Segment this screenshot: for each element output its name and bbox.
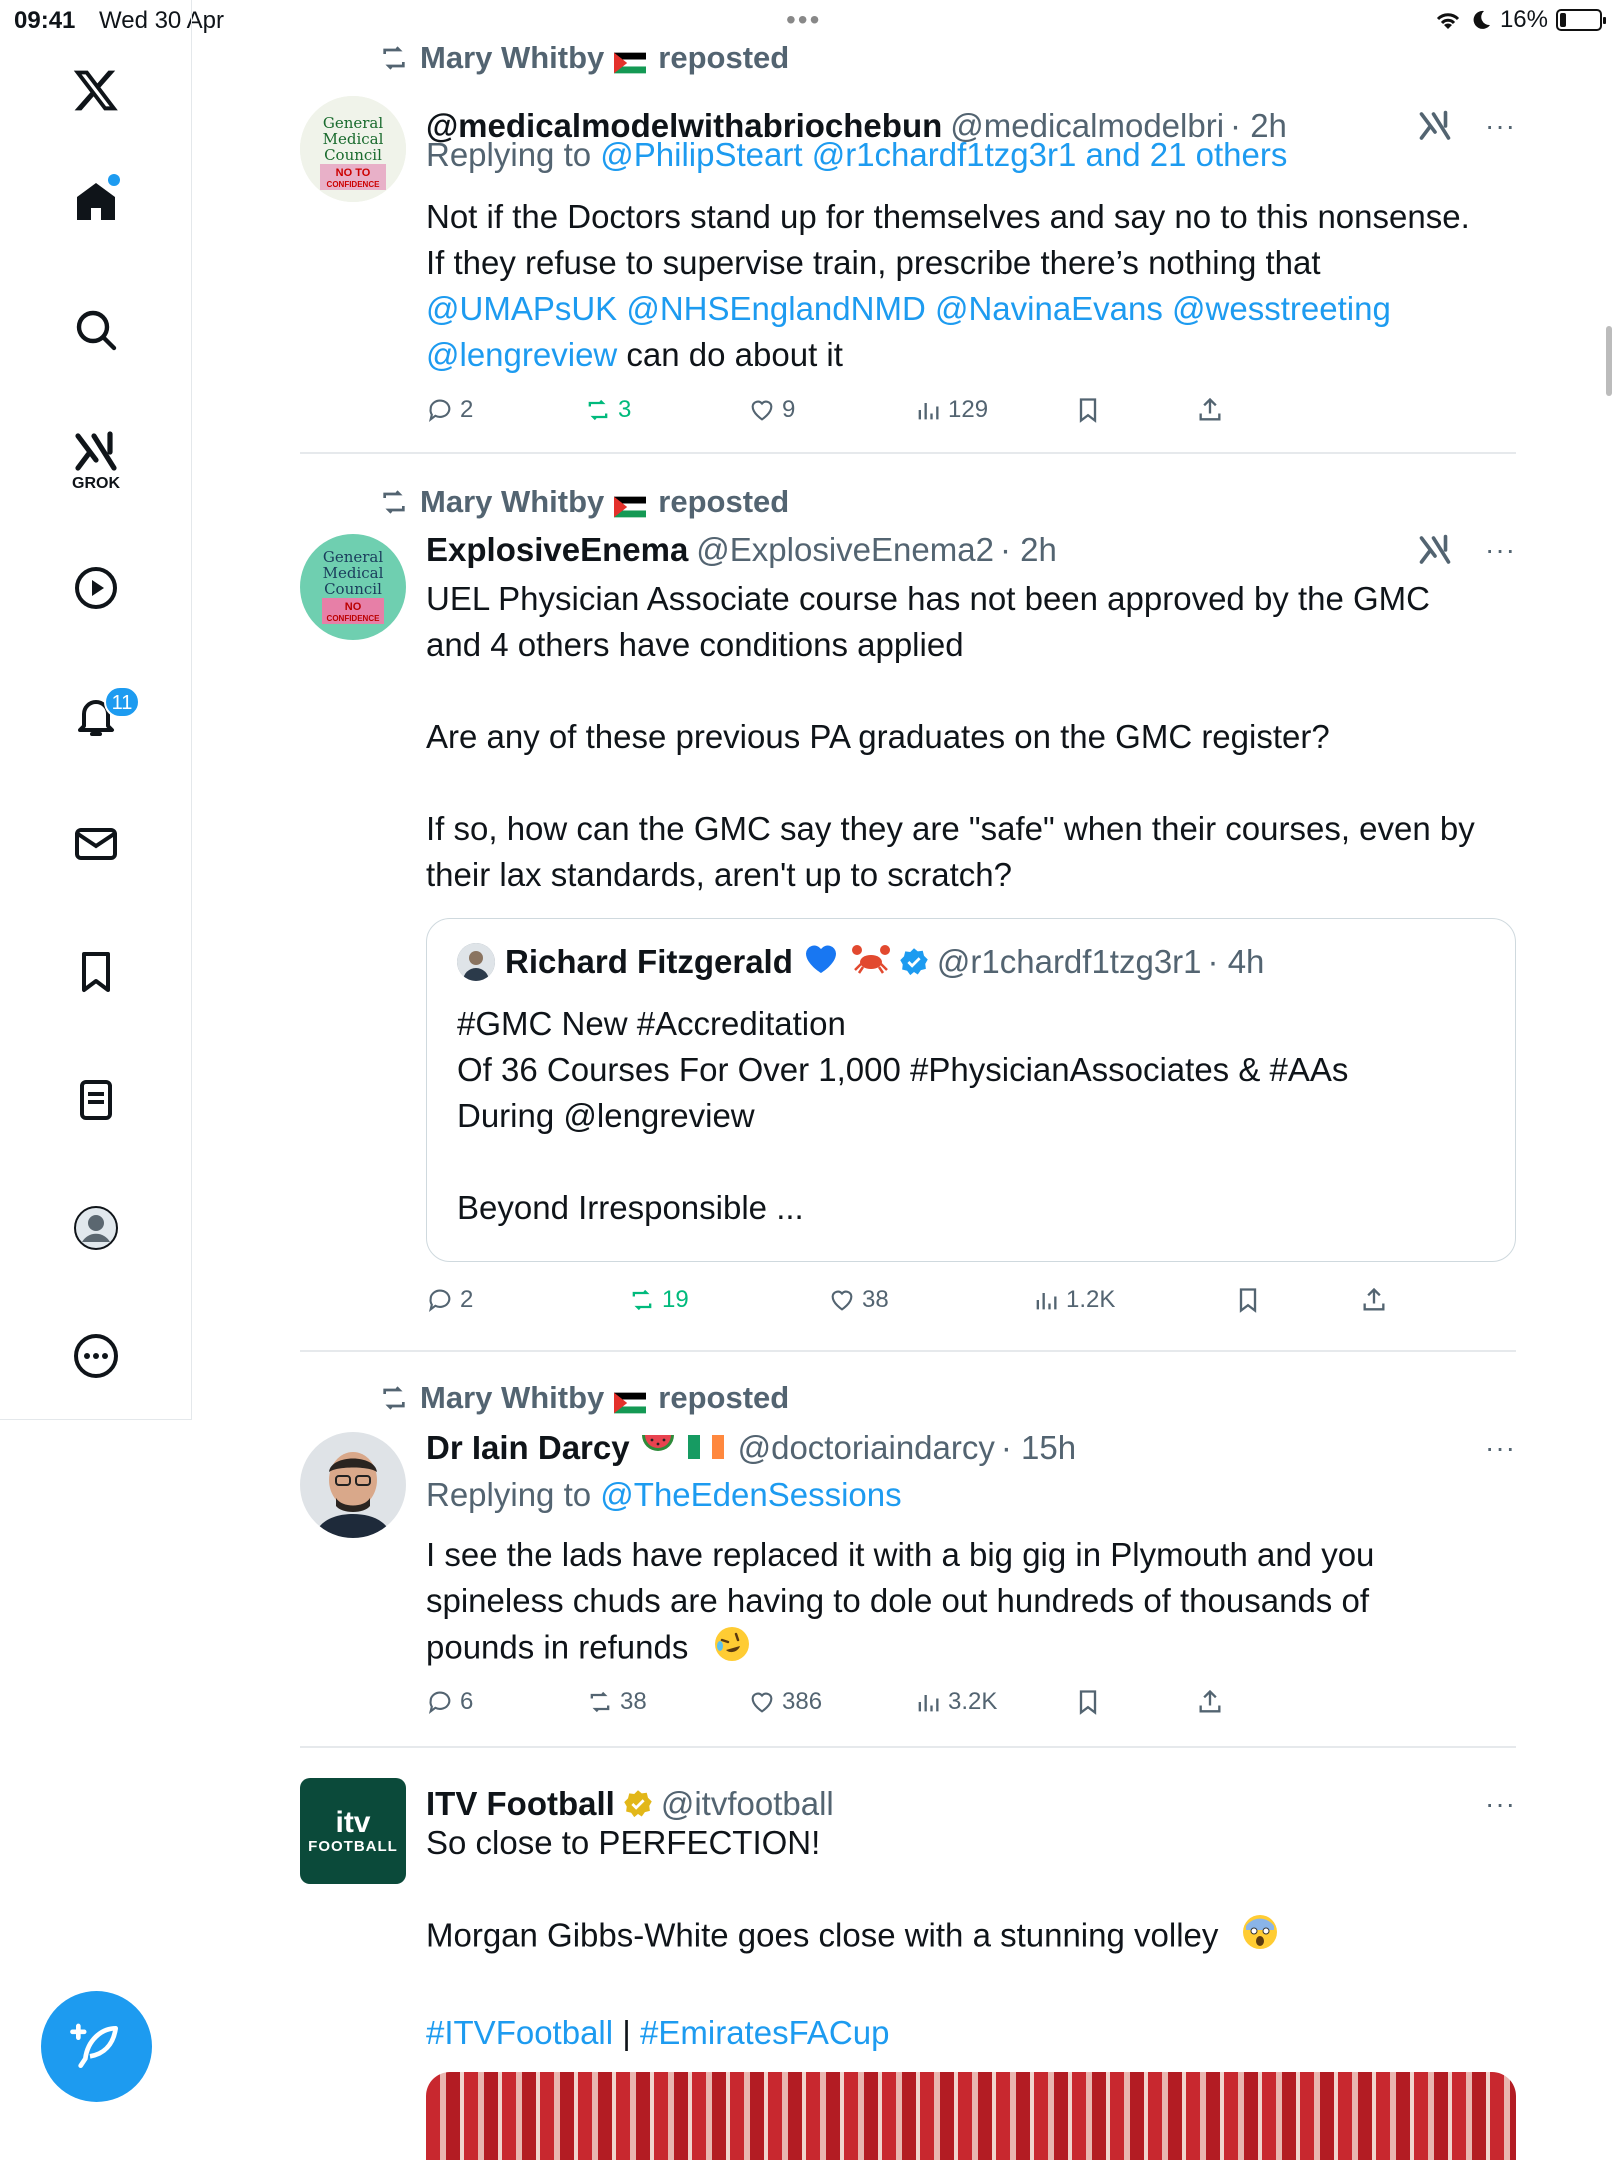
quote-line xyxy=(457,1139,1348,1185)
post-3[interactable] xyxy=(300,1380,1516,1720)
views-chart-icon xyxy=(914,1688,942,1716)
reply-button[interactable] xyxy=(426,1286,473,1314)
battery-icon xyxy=(1556,9,1602,31)
more-icon[interactable]: ··· xyxy=(1485,534,1516,565)
mention-links[interactable]: @UMAPsUK @NHSEnglandNMD @NavinaEvans @wesstreeting xyxy=(426,290,1391,327)
like-count: 386 xyxy=(782,1688,823,1715)
watermelon-icon xyxy=(640,1429,676,1467)
avatar-text-5: CONFIDENCE xyxy=(326,614,380,623)
repost-button[interactable] xyxy=(628,1286,689,1314)
header-actions xyxy=(1417,108,1516,144)
author-name[interactable]: Dr Iain Darcy xyxy=(426,1429,630,1466)
post-1[interactable] xyxy=(300,40,1516,440)
replying-to xyxy=(426,136,1287,174)
body-spacer xyxy=(426,1866,1516,1912)
like-button[interactable] xyxy=(748,396,795,424)
repost-indicator xyxy=(378,484,789,520)
reply-button[interactable] xyxy=(426,396,473,424)
status-bar xyxy=(0,0,1620,40)
post-header xyxy=(426,1428,1516,1468)
wifi-icon xyxy=(1434,9,1462,31)
avatar[interactable] xyxy=(300,96,406,202)
reply-count: 2 xyxy=(460,396,474,423)
screaming-emoji-icon xyxy=(1240,1912,1280,1964)
like-count: 9 xyxy=(782,396,796,423)
profile-avatar-icon[interactable] xyxy=(64,1196,128,1260)
body-line: Are any of these previous PA graduates on the GMC register? xyxy=(426,718,1330,755)
heart-icon xyxy=(748,1688,776,1716)
battery-percent: 16% xyxy=(1499,6,1548,33)
quote-author-handle[interactable]: @r1chardf1tzg3r1 xyxy=(936,943,1202,980)
avatar-text-4: NO TO xyxy=(335,167,371,179)
repost-count: 3 xyxy=(618,396,632,423)
repost-author[interactable]: Mary Whitby xyxy=(420,484,605,519)
author-name[interactable]: ITV Football xyxy=(426,1785,615,1822)
repost-author[interactable]: Mary Whitby xyxy=(420,1380,605,1415)
repost-label: reposted xyxy=(658,484,790,519)
avatar-text-3: Council xyxy=(324,146,382,164)
ireland-flag-icon xyxy=(688,1429,724,1467)
bookmark-button[interactable] xyxy=(1074,1688,1102,1716)
bookmark-icon xyxy=(1074,1688,1102,1716)
share-button[interactable] xyxy=(1196,1688,1224,1716)
post-time[interactable]: · 15h xyxy=(1000,1429,1077,1466)
quote-author-name[interactable]: Richard Fitzgerald xyxy=(505,943,793,980)
view-count: 3.2K xyxy=(948,1688,998,1715)
body-line: UEL Physician Associate course has not been approved by the GMC xyxy=(426,580,1431,617)
moon-icon xyxy=(1470,9,1492,31)
compose-post-button[interactable] xyxy=(41,1991,152,2102)
body-line xyxy=(426,1624,1516,1676)
hashtag-link[interactable]: #EmiratesFACup xyxy=(640,2014,890,2051)
quote-line: #GMC New #Accreditation xyxy=(457,1005,846,1042)
messages-envelope-icon[interactable] xyxy=(64,812,128,876)
avatar[interactable] xyxy=(300,1778,406,1884)
quote-time: · 4h xyxy=(1207,943,1265,980)
post-body xyxy=(426,1532,1516,1676)
reply-button[interactable] xyxy=(426,1688,473,1716)
quote-line: Beyond Irresponsible ... xyxy=(457,1189,804,1226)
share-button[interactable] xyxy=(1360,1286,1388,1314)
bookmark-button[interactable] xyxy=(1074,396,1102,424)
avatar[interactable] xyxy=(300,1432,406,1538)
hashtag-separator: | xyxy=(613,2014,641,2051)
status-right xyxy=(1434,6,1602,34)
body-line: So close to PERFECTION! xyxy=(426,1824,821,1861)
bookmarks-icon[interactable] xyxy=(64,940,128,1004)
repost-indicator xyxy=(378,1380,789,1416)
post-2[interactable] xyxy=(300,484,1516,1344)
author-name[interactable]: ExplosiveEnema xyxy=(426,531,689,568)
author-handle[interactable]: @ExplosiveEnema2 xyxy=(696,531,994,568)
grok-icon[interactable] xyxy=(1417,108,1453,144)
post-divider xyxy=(300,1746,1516,1748)
post-media-video[interactable] xyxy=(426,2072,1516,2160)
reply-count: 6 xyxy=(460,1688,474,1715)
like-button[interactable] xyxy=(828,1286,889,1314)
reply-icon xyxy=(426,396,454,424)
views-chart-icon xyxy=(1032,1286,1060,1314)
replying-prefix: Replying to xyxy=(426,1476,592,1513)
quoted-post[interactable] xyxy=(426,918,1516,1262)
post-actions xyxy=(426,1688,1516,1722)
post-header xyxy=(426,530,1516,570)
search-icon[interactable] xyxy=(64,298,128,362)
more-icon[interactable]: ··· xyxy=(1485,110,1516,141)
itv-logo-subtext: FOOTBALL xyxy=(308,1837,398,1855)
author-name[interactable]: @medicalmodelwithabriochebun xyxy=(426,107,943,144)
author-handle[interactable]: @itvfootball xyxy=(660,1785,834,1822)
repost-icon xyxy=(378,42,410,74)
share-button[interactable] xyxy=(1196,396,1224,424)
like-button[interactable] xyxy=(748,1688,822,1716)
hashtags-line xyxy=(426,2010,1516,2056)
palestine-flag-icon xyxy=(614,491,648,513)
body-line xyxy=(426,1912,1516,1964)
x-logo-icon[interactable] xyxy=(64,58,128,122)
notification-count-badge: 11 xyxy=(104,686,140,718)
hashtag-link[interactable]: #ITVFootball xyxy=(426,2014,614,2051)
quote-body xyxy=(457,1001,1348,1231)
replying-to-links[interactable]: @PhilipSteart @r1chardf1tzg3r1 and 21 others xyxy=(600,136,1288,173)
body-text: can do about it xyxy=(617,336,843,373)
body-text: pounds in refunds xyxy=(426,1628,689,1666)
lists-icon[interactable] xyxy=(64,1068,128,1132)
multitasking-dots-icon[interactable]: ••• xyxy=(786,4,822,35)
avatar-text-3: Council xyxy=(324,580,382,598)
grok-icon[interactable] xyxy=(1417,532,1453,568)
body-line xyxy=(426,332,1516,378)
rofl-emoji-icon xyxy=(712,1624,752,1676)
share-icon xyxy=(1196,1688,1224,1716)
avatar-text-2: Medical xyxy=(322,130,384,148)
bookmark-button[interactable] xyxy=(1234,1286,1262,1314)
body-line: I see the lads have replaced it with a big gig in Plymouth and you xyxy=(426,1536,1375,1573)
palestine-flag-icon xyxy=(614,47,648,69)
heart-icon xyxy=(748,396,776,424)
post-time[interactable]: · 2h xyxy=(1230,107,1287,144)
body-line: their lax standards, aren't up to scratch? xyxy=(426,856,1012,893)
video-icon[interactable] xyxy=(64,556,128,620)
blue-heart-icon xyxy=(803,941,839,983)
body-line: If so, how can the GMC say they are "safe" when their courses, even by xyxy=(426,810,1475,847)
views-button[interactable] xyxy=(914,396,988,424)
header-actions xyxy=(1417,532,1516,568)
avatar-text-1: General xyxy=(322,548,384,566)
replying-to-link[interactable]: @TheEdenSessions xyxy=(600,1476,902,1513)
more-icon[interactable]: ··· xyxy=(1485,1788,1516,1819)
sidebar xyxy=(0,0,192,1420)
more-options-icon[interactable] xyxy=(64,1324,128,1388)
verified-badge-icon xyxy=(899,947,929,977)
header-actions xyxy=(1485,1432,1516,1464)
author-handle[interactable]: @medicalmodelbri xyxy=(950,107,1225,144)
mention-link[interactable]: @lengreview xyxy=(426,336,618,373)
status-time: 09:41 xyxy=(14,7,76,34)
avatar-text-4: NO xyxy=(344,601,362,613)
like-count: 38 xyxy=(862,1286,889,1313)
body-line xyxy=(426,668,1516,714)
reply-icon xyxy=(426,1286,454,1314)
replying-to xyxy=(426,1476,902,1514)
quote-avatar[interactable] xyxy=(457,943,495,981)
replying-prefix: Replying to xyxy=(426,136,592,173)
scrollbar-thumb[interactable] xyxy=(1606,326,1612,396)
more-icon[interactable]: ··· xyxy=(1485,1432,1516,1463)
post-body xyxy=(426,576,1516,898)
compose-feather-icon xyxy=(69,2019,125,2075)
post-actions xyxy=(426,1286,1516,1320)
quote-line: During @lengreview xyxy=(457,1097,755,1134)
views-button[interactable] xyxy=(914,1688,997,1716)
repost-label: reposted xyxy=(658,40,790,75)
home-unread-dot xyxy=(108,174,120,186)
repost-button[interactable] xyxy=(584,396,631,424)
post-header xyxy=(426,1784,1516,1824)
body-text: Morgan Gibbs-White goes close with a stunning volley xyxy=(426,1916,1219,1954)
avatar-text-5: CONFIDENCE xyxy=(326,180,380,189)
palestine-flag-icon xyxy=(614,1387,648,1409)
header-actions xyxy=(1485,1788,1516,1820)
repost-icon xyxy=(378,1382,410,1414)
post-body xyxy=(426,1820,1516,2056)
reply-count: 2 xyxy=(460,1286,474,1313)
post-actions xyxy=(426,396,1516,430)
share-icon xyxy=(1360,1286,1388,1314)
body-line: Not if the Doctors stand up for themselves and say no to this nonsense. xyxy=(426,198,1470,235)
views-button[interactable] xyxy=(1032,1286,1115,1314)
avatar-text-1: General xyxy=(322,114,384,132)
body-spacer xyxy=(426,1964,1516,2010)
quote-header xyxy=(457,941,1264,983)
repost-count: 38 xyxy=(620,1688,647,1715)
avatar[interactable] xyxy=(300,534,406,640)
repost-icon xyxy=(378,486,410,518)
avatar-text-2: Medical xyxy=(322,564,384,582)
body-line: If they refuse to supervise train, prescribe there’s nothing that xyxy=(426,244,1321,281)
repost-icon xyxy=(584,396,612,424)
share-icon xyxy=(1196,396,1224,424)
repost-label: reposted xyxy=(658,1380,790,1415)
body-line: and 4 others have conditions applied xyxy=(426,626,964,663)
quote-line: Of 36 Courses For Over 1,000 #PhysicianAssociates & #AAs xyxy=(457,1051,1349,1088)
repost-count: 19 xyxy=(662,1286,689,1313)
post-time[interactable]: · 2h xyxy=(999,531,1057,568)
views-chart-icon xyxy=(914,396,942,424)
post-divider xyxy=(300,1350,1516,1352)
crab-icon xyxy=(851,942,891,982)
body-line xyxy=(426,760,1516,806)
repost-icon xyxy=(628,1286,656,1314)
grok-label: GROK xyxy=(72,475,120,492)
reply-icon xyxy=(426,1688,454,1716)
itv-logo-text: itv xyxy=(335,1805,371,1839)
repost-indicator xyxy=(378,40,789,76)
repost-author[interactable]: Mary Whitby xyxy=(420,40,605,75)
post-divider xyxy=(300,452,1516,454)
gold-verified-badge-icon xyxy=(623,1789,653,1819)
body-line: spineless chuds are having to dole out hundreds of thousands of xyxy=(426,1582,1369,1619)
repost-icon xyxy=(586,1688,614,1716)
post-4[interactable] xyxy=(300,1770,1516,2160)
post-body xyxy=(426,194,1516,378)
bookmark-icon xyxy=(1234,1286,1262,1314)
status-date: Wed 30 Apr xyxy=(99,7,224,34)
view-count: 1.2K xyxy=(1066,1286,1116,1313)
repost-button[interactable] xyxy=(586,1688,647,1716)
view-count: 129 xyxy=(948,396,989,423)
heart-icon xyxy=(828,1286,856,1314)
bookmark-icon xyxy=(1074,396,1102,424)
author-handle[interactable]: @doctoriaindarcy xyxy=(737,1429,995,1466)
